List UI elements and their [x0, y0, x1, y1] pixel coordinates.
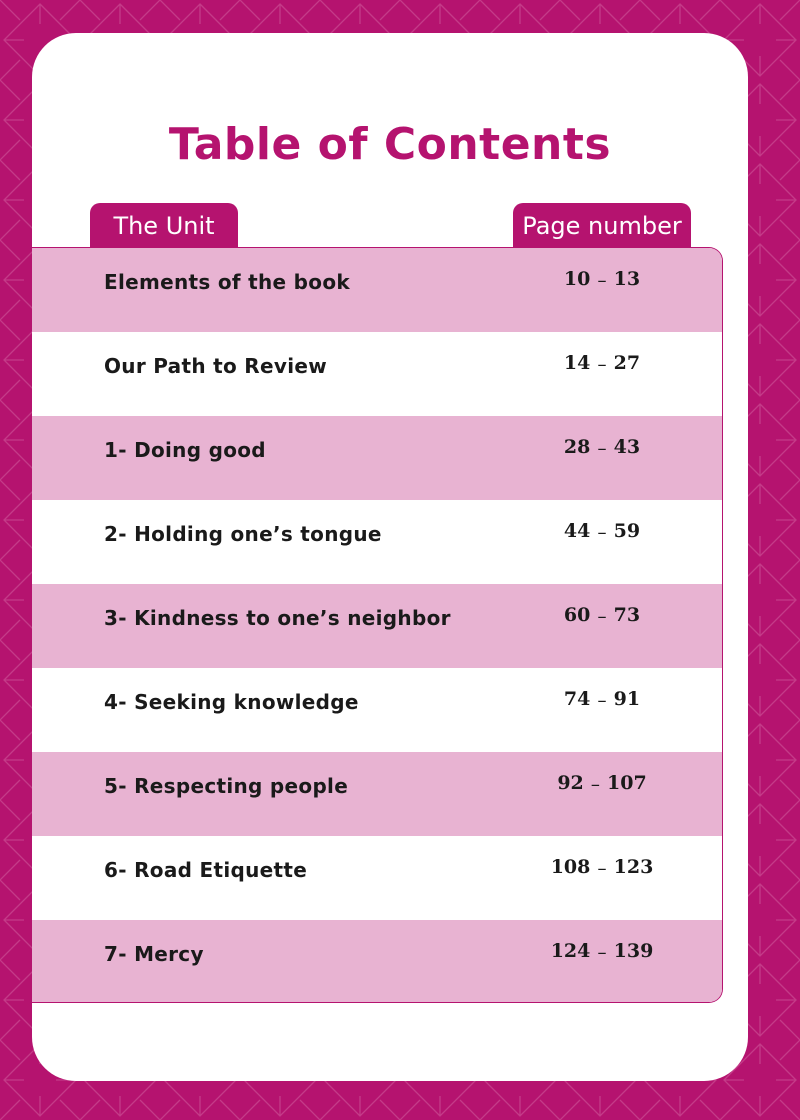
table-row[interactable]: [32, 416, 722, 500]
table-row[interactable]: [32, 584, 722, 668]
unit-title: 6- Road Etiquette: [104, 858, 308, 882]
page-number-column-header: Page number: [513, 203, 691, 247]
table-row[interactable]: [32, 500, 722, 584]
unit-title: 2- Holding one’s tongue: [104, 522, 382, 546]
unit-title: Elements of the book: [104, 270, 350, 294]
unit-title: 3- Kindness to one’s neighbor: [104, 606, 451, 630]
table-row[interactable]: [32, 668, 722, 752]
page-range: 10 ₋ 13: [563, 268, 641, 290]
unit-title: 4- Seeking knowledge: [104, 690, 359, 714]
page-range: 60 ₋ 73: [563, 604, 641, 626]
page-range: 74 ₋ 91: [563, 688, 641, 710]
table-row[interactable]: [32, 836, 722, 920]
page-range: 28 ₋ 43: [563, 436, 641, 458]
page-range: 124 ₋ 139: [550, 940, 654, 962]
unit-title: 7- Mercy: [104, 942, 204, 966]
contents-card: [32, 33, 748, 1081]
page-range: 92 ₋ 107: [557, 772, 647, 794]
unit-column-header: The Unit: [90, 203, 238, 247]
table-row[interactable]: [32, 920, 722, 1003]
table-row[interactable]: [32, 248, 722, 332]
table-row[interactable]: [32, 752, 722, 836]
page-range: 44 ₋ 59: [563, 520, 641, 542]
page-range: 108 ₋ 123: [550, 856, 654, 878]
page-title: Table of Contents: [168, 119, 612, 170]
unit-title: 5- Respecting people: [104, 774, 349, 798]
page-range: 14 ₋ 27: [563, 352, 641, 374]
table-row[interactable]: [32, 332, 722, 416]
unit-title: Our Path to Review: [104, 354, 328, 378]
contents-table: [32, 247, 723, 1003]
unit-title: 1- Doing good: [104, 438, 266, 462]
